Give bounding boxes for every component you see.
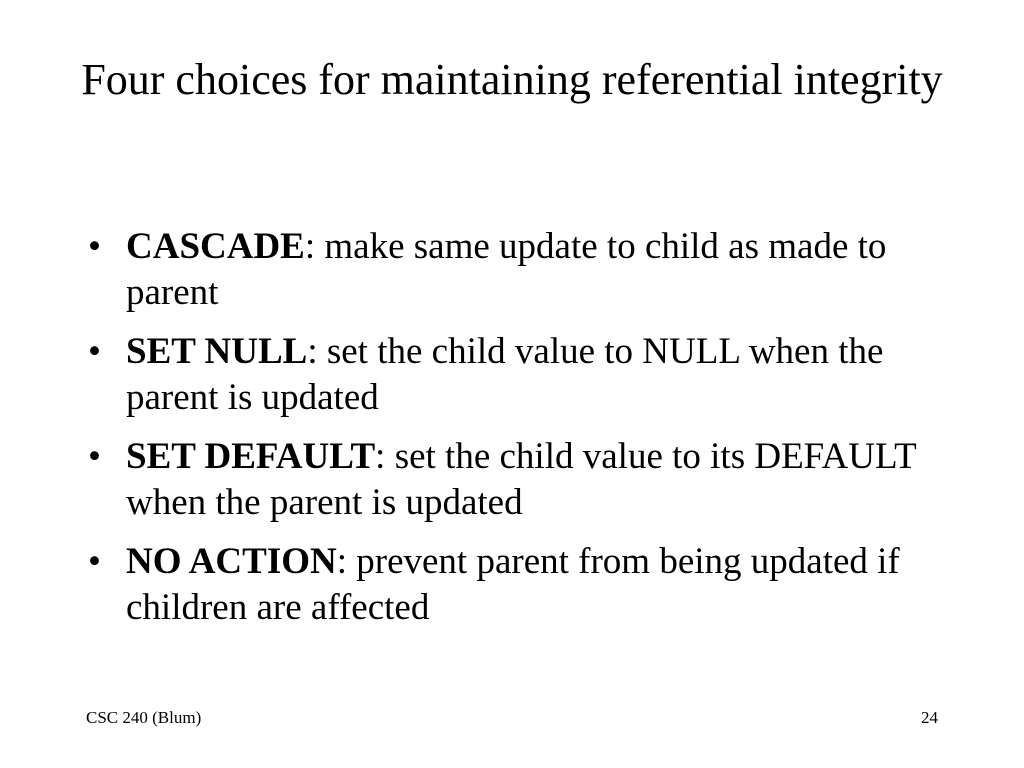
bullet-term: NO ACTION	[126, 541, 337, 582]
bullet-separator: :	[336, 541, 348, 582]
bullet-list	[88, 224, 948, 644]
bullet-description: set the child value to its DEFAULT when the parent is updated	[126, 436, 917, 523]
slide-title: Four choices for maintaining referential integrity	[81, 55, 943, 104]
bullet-separator: :	[304, 226, 316, 267]
bullet-item-set-default	[88, 434, 948, 526]
bullet-item-set-null	[88, 329, 948, 421]
bullet-icon: •	[88, 331, 101, 372]
bullet-term: SET NULL	[126, 331, 308, 372]
bullet-term: CASCADE	[126, 226, 305, 267]
footer-course: CSC 240 (Blum)	[86, 708, 202, 727]
bullet-separator: :	[375, 436, 386, 477]
bullet-description: prevent parent from being updated if children are affected	[126, 541, 900, 628]
bullet-icon: •	[88, 541, 101, 582]
bullet-description: make same update to child as made to parent	[126, 226, 887, 313]
page-number: 24	[921, 708, 938, 727]
bullet-icon: •	[88, 226, 101, 267]
bullet-item-no-action	[88, 539, 948, 631]
bullet-term: SET DEFAULT	[126, 436, 376, 477]
bullet-icon: •	[88, 436, 101, 477]
bullet-item-cascade	[88, 224, 948, 316]
bullet-description: set the child value to NULL when the parent is updated	[126, 331, 884, 418]
bullet-separator: :	[307, 331, 318, 372]
